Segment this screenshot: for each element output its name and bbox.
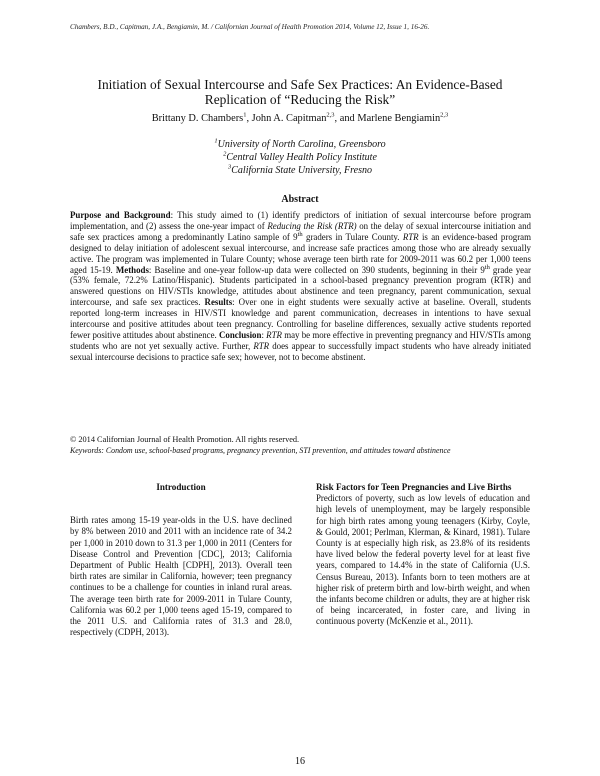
abstract-text: graders in Tulare County. [302,231,403,242]
abstract-heading: Abstract [281,194,319,205]
purpose-label: Purpose and Background [70,210,171,220]
paper-title [70,77,530,107]
author-1: Brittany D. Chambers [151,113,244,124]
copyright-notice: © 2014 Californian Journal of Health Promotion. All rights reserved. [70,435,300,444]
author-1-affil: 1 [243,111,247,119]
abstract-italic: RTR [266,329,282,340]
running-head: Chambers, B.D., Capitman, J.A., Bengiamin, M. / Californian Journal of Health Promotion 2014, Volume 12, Issue 1, 16-26. [70,23,430,31]
affiliation-marker: 3 [228,163,232,171]
affiliations [70,138,530,177]
affiliation-name: California State University, Fresno [231,165,372,176]
abstract-text: : Over one in eight students were sexually active at baseline. Overall, students reported long-term increases in HIV/STI knowledge and parent communication, decreases in intentions to have sexual intercourse and positive attitudes about teen pregnancy. Controlling for baseline differences, sexually active students reported fewer positive attitudes about abstinence. [70,297,531,340]
author-list [70,113,530,125]
affiliation-name: University of North Carolina, Greensboro [217,139,386,150]
abstract-italic: Reducing the Risk (RTR) [267,220,357,231]
right-column [316,482,530,628]
abstract-body [70,210,531,363]
abstract-text: grade year (53% female, 72.2% Latino/Hispanic). Students participated in a school-based pregnancy prevention program (RTR) and answered questions on HIV/STIs knowledge, attitudes about abstinence and teen pregnancy, parent communication, sexual intercourse, and safe sex practices. [70,264,531,308]
title-line-1: Initiation of Sexual Intercourse and Safe Sex Practices: An Evidence-Based [97,77,503,92]
author-2: John A. Capitman [251,113,327,124]
conclusion-label: Conclusion [219,329,262,340]
methods-label: Methods [115,264,149,275]
affiliation [70,164,530,177]
abstract-sup: th [297,230,303,238]
affiliation [70,151,530,164]
abstract-text: on the delay of sexual intercourse initiation and safe sex practices among a predominantly Latino sample of 9 [70,220,531,242]
title-line-2: Replication of “Reducing the Risk” [204,92,396,107]
keywords: Keywords: Condom use, school-based programs, pregnancy prevention, STI prevention, and attitudes toward abstinence [70,446,451,455]
abstract-sup: th [484,263,490,271]
affiliation-marker: 2 [223,150,227,158]
abstract-italic: RTR [253,340,270,351]
risk-factors-paragraph: Predictors of poverty, such as low levels of education and high levels of unemployment, may be largely responsible for high birth rates among young teenagers (Kirby, Coyle, & Gould, 2001; Perlman, Klerman, & Kinard, 1981). Tulare County is at especially high risk, as 23.8% of its residents have lived below the federal poverty level for at least five years, compared to 14.4% in the state of California (U.S. Census Bureau, 2013). Infants born to teen mothers are at higher risk of preterm birth and low-birth weight, and when the infants become children or adults, they are at higher risk of being incarcerated, in foster care, and living in continuous poverty (McKenzie et al., 2011). [316,493,530,627]
affiliation [70,138,530,151]
abstract-text: is an evidence-based program designed to delay initiation of adolescent sexual intercourse, and increase safe practices among those who are already sexually active. The program was implemented in Tulare County; whose average teen birth rate for 2009-2011 was 60.2 per 1,000 teens aged 15-19. [70,231,531,275]
affiliation-name: Central Valley Health Policy Institute [226,152,377,163]
author-3-affil: 2,3 [440,111,449,119]
abstract-italic: RTR [402,231,419,242]
abstract-text: does appear to successfully impact students who have already initiated sexual intercourse decisions to practice safe sex; however, not to become abstinent. [70,340,531,362]
risk-factors-heading: Risk Factors for Teen Pregnancies and Live Births [316,482,512,492]
results-label: Results [204,297,233,308]
abstract-text: may be more effective in preventing pregnancy and HIV/STIs among students who are not yet sexually active. Further, [70,329,531,351]
abstract-text: : Baseline and one-year follow-up data were collected on 390 students, beginning in their 9 [148,264,485,275]
author-separator: , and [334,113,358,124]
affiliation-marker: 1 [214,137,218,145]
introduction-paragraph: Birth rates among 15-19 year-olds in the U.S. have declined by 8% between 2010 and 2011 with an incidence rate of 34.2 per 1,000 in 2010 down to 31.3 per 1,000 in 2011 (Centers for Disease Control and Prevention [CDC], 2013; California Department of Public Health [CDPH], 2013). Overall teen birth rates are similar in California, however; teen pregnancy continues to be a challenge for counties in inland rural areas. The average teen birth rate for 2009-2011 in Tulare County, California was 60.2 per 1,000 teens aged 15-19, compared to the 2011 U.S. and California rates of 31.3 and 28.0, respectively (CDPH, 2013). [70,515,292,638]
left-column [70,482,292,638]
abstract-text: : [261,329,267,340]
page-number: 16 [295,756,305,767]
author-separator: , [246,113,252,124]
abstract-text: : This study aimed to (1) identify predictors of initiation of sexual intercourse before program implementation, and (2) assess the one-year impact of [70,210,531,231]
introduction-heading: Introduction [156,482,206,492]
author-2-affil: 2,3 [326,111,335,119]
author-3: Marlene Bengiamin [357,113,441,124]
